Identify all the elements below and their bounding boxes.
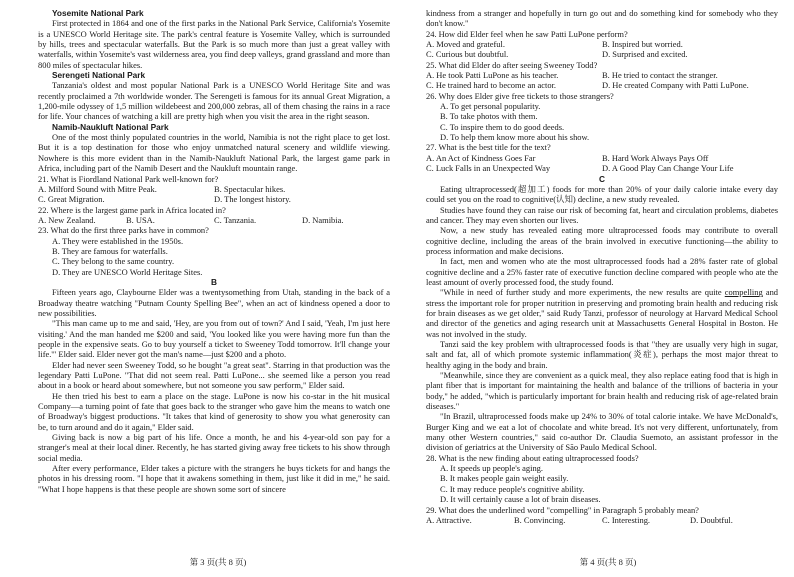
passage-b-paragraph-2: "This man came up to me and said, 'Hey, are you from out of town?' And I said, 'Yeah, I'm just here visiting.' And the man handed me $200 and said, 'You looked like you were having more fun than the people in the expensive seats. Go to buy yourself a ticket to Sweeney Todd tomorrow. It'll change your life.'" Elder said. Elder never got the man's name—just $200 and a photo.	[38, 318, 390, 360]
q24-option-b: B. Inspired but worried.	[602, 39, 683, 50]
q29-option-a: A. Attractive.	[426, 514, 472, 525]
q24-option-a: A. Moved and grateful.	[426, 39, 505, 50]
q26-option-d: D. To help them know more about his show.	[440, 132, 590, 143]
passage-c-paragraph-4: In fact, men and women who ate the most ultraprocessed foods had a 28% faster rate of global cognitive decline and a 25% faster rate of executive function decline compared with people who ate the least amount of overly processed food, the study found.	[426, 256, 778, 287]
q28-option-c: C. It may reduce people's cognitive ability.	[440, 483, 585, 494]
passage-b-paragraph-6-continued: kindness from a stranger and hopefully in turn go out and do something kind for somebody who they don't know."	[426, 8, 778, 29]
q28-option-d: D. It will certainly cause a lot of brain diseases.	[440, 494, 601, 505]
page-number-right: 第 4 页(共 8 页)	[579, 557, 637, 567]
q22-option-a: A. New Zealand.	[38, 214, 96, 225]
yosemite-heading: Yosemite National Park	[52, 8, 144, 18]
q28-option-a: A. It speeds up people's aging.	[440, 463, 543, 474]
section-c-heading: C	[599, 173, 605, 184]
serengeti-paragraph: Tanzania's oldest and most popular National Park is a UNESCO World Heritage Site and was recently proclaimed a 7th worldwide wonder. The Serengeti is famous for its annual Great Migration, a 1,200-mile odyssey of 1,5 million wildebeest and 200,000 zebras, all of them chasing the rains in a race for life. Your chances of watching a kill are pretty high when you visit the area in the right season.	[38, 80, 390, 122]
passage-b-paragraph-3: Elder had never seen Sweeney Todd, so he bought "a great seat". Starring in that production was the legendary Patti LuPone. "That did not seem real. Patti LuPone... she seemed like a person you read about in a book or heard about somewhere, but not someone you saw perform," Elder said.	[38, 359, 390, 391]
q27-option-c: C. Luck Falls in an Unexpected Way	[426, 163, 551, 174]
question-23: 23. What do the first three parks have in common?	[38, 225, 209, 236]
question-29: 29. What does the underlined word "compelling" in Paragraph 5 probably mean?	[426, 504, 699, 515]
q21-option-d: D. The longest history.	[214, 194, 291, 205]
q23-option-b: B. They are famous for waterfalls.	[52, 245, 168, 256]
question-26: 26. Why does Elder give free tickets to those strangers?	[426, 90, 614, 101]
question-22: 22. Where is the largest game park in Africa located in?	[38, 204, 226, 215]
q23-option-c: C. They belong to the same country.	[52, 256, 175, 267]
question-25-options-row2	[426, 80, 778, 90]
q29-option-c: C. Interesting.	[602, 514, 651, 525]
question-21: 21. What is Fiordland National Park well-known for?	[38, 173, 219, 184]
q25-option-d: D. He created Company with Patti LuPone.	[602, 80, 749, 91]
right-column	[426, 8, 778, 525]
passage-b-paragraph-4: He then tried his best to earn a place on the stage. LuPone is now his co-star in the hit musical Company—a turning point of fate that goes back to the stranger who gave him the means to watch one of Broadway's biggest productions. "It takes that kind of generosity to show you what generosity can be, to turn around and do it again," Elder said.	[38, 390, 390, 432]
section-b-heading: B	[211, 276, 217, 287]
q21-option-a: A. Milford Sound with Mitre Peak.	[38, 183, 157, 194]
question-25-options	[426, 70, 778, 80]
question-24-options-row2	[426, 49, 778, 59]
passage-c-paragraph-7: "Meanwhile, since they are convenient as a quick meal, they also replace eating food that is high in plant fiber that is important for maintaining the health and balance of the trillions of bacteria in your body," he added, "which is particularly important for brain health and reducing risk of age-related brain diseases."	[426, 370, 778, 412]
passage-b-paragraph-6: After every performance, Elder takes a picture with the strangers he buys tickets for and hangs the photos in his dressing room. "I hope that it awakens something in them, just like it did in me," he said. "What I hope happens is that these people are shown some sort of sincere	[38, 463, 390, 494]
underlined-word-compelling: compelling	[724, 287, 763, 298]
question-27: 27. What is the best title for the text?	[426, 142, 551, 153]
q29-option-d: D. Doubtful.	[690, 514, 733, 525]
question-27-options-row2	[426, 163, 778, 173]
q22-option-c: C. Tanzania.	[214, 214, 257, 225]
q26-option-b: B. To take photos with them.	[440, 111, 538, 122]
question-24: 24. How did Elder feel when he saw Patti LuPone perform?	[426, 28, 628, 39]
question-24-options	[426, 39, 778, 49]
q22-option-b: B. USA.	[126, 214, 155, 225]
namib-heading: Namib-Naukluft National Park	[52, 121, 169, 132]
q23-option-d: D. They are UNESCO World Heritage Sites.	[52, 266, 203, 277]
q24-option-d: D. Surprised and excited.	[602, 49, 688, 60]
question-21-options	[38, 184, 390, 194]
namib-paragraph: One of the most thinly populated countries in the world, Namibia is not the right place to get lost. But it is a top destination for those who enjoy unmatched natural scenery and wildlife viewing. Nowhere is this more evident than in the Namib-Naukluft National Park, the largest game park in Africa, including part of the Namib Desert and the Naukluft mountain range.	[38, 132, 390, 174]
left-column	[38, 8, 390, 494]
q25-option-c: C. He trained hard to become an actor.	[426, 80, 557, 91]
q27-option-b: B. Hard Work Always Pays Off	[602, 152, 709, 163]
question-21-options-row2	[38, 194, 390, 204]
q29-option-b: B. Convincing.	[514, 514, 566, 525]
q28-option-b: B. It makes people gain weight easily.	[440, 473, 569, 484]
passage-c-paragraph-5	[426, 287, 778, 339]
passage-c-paragraph-3: Now, a new study has revealed eating more ultraprocessed foods may contribute to overall cognitive decline, including the areas of the brain involved in executive functioning—the ability to process information and make decisions.	[426, 225, 778, 256]
page-number-left: 第 3 页(共 8 页)	[189, 557, 247, 567]
q26-option-c: C. To inspire them to do good deeds.	[440, 121, 565, 132]
q27-option-a: A. An Act of Kindness Goes Far	[426, 152, 536, 163]
q27-option-d: D. A Good Play Can Change Your Life	[602, 163, 734, 174]
serengeti-heading: Serengeti National Park	[52, 70, 146, 81]
question-29-options	[426, 515, 778, 525]
question-28: 28. What is the new finding about eating ultraprocessed foods?	[426, 452, 639, 463]
passage-c-p5-end: and stress the important role for proper nutrition in preserving and promoting brain health and reducing risk for brain diseases as we get older," said Rudy Tanzi, professor of neurology at Harvard Medical School and director of the genetics and aging research unit at Massachusetts General Hospital in Boston. He was not involved in the study.	[426, 287, 779, 339]
q25-option-b: B. He tried to contact the stranger.	[602, 70, 718, 81]
passage-b-paragraph-5: Giving back is now a big part of his life. Once a month, he and his 4-year-old son pay for a stranger's meal at their local diner. Recently, he has started giving away free tickets to his show through social media.	[38, 432, 390, 463]
yosemite-paragraph: First protected in 1864 and one of the first parks in the National Park Service, California's Yosemite is a UNESCO World Heritage site. The park's central feature is Yosemite Valley, which is surrounded by hills, trees and spectacular waterfalls. But the Park is so much more than just a great valley with waterfalls, within Yosemite's vast wilderness area, you find deep valleys, grand grassland and more than 800 miles of spectacular hikes.	[38, 18, 390, 70]
passage-c-p5-start: "While in need of further study and more experiments, the new results are quite	[440, 287, 725, 298]
q22-option-d: D. Namibia.	[302, 214, 344, 225]
passage-c-paragraph-6: Tanzi said the key problem with ultraprocessed foods is that "they are usually very high in sugar, salt and fat, all of which promote systemic inflammation(炎症), perhaps the most major threat to healthy aging in the body and brain.	[426, 339, 778, 370]
question-25: 25. What did Elder do after seeing Sweeney Todd?	[426, 59, 598, 70]
q24-option-c: C. Curious but doubtful.	[426, 49, 509, 60]
question-22-options	[38, 215, 390, 225]
passage-b-paragraph-1: Fifteen years ago, Claybourne Elder was a twentysomething from Utah, standing in the back of a Broadway theatre watching "Putnam County Spelling Bee", when an act of kindness opened a door to new possibilities.	[38, 287, 390, 318]
q26-option-a: A. To get personal popularity.	[440, 101, 541, 112]
passage-c-paragraph-2: Studies have found they can raise our risk of becoming fat, heart and circulation problems, diabetes and cancer. They may even shorten our lives.	[426, 204, 778, 225]
passage-c-paragraph-1: Eating ultraprocessed(超加工) foods for more than 20% of your daily calorie intake every day could set you on the road to cognitive(认知) decline, a new study revealed.	[426, 183, 778, 205]
q21-option-c: C. Great Migration.	[38, 194, 105, 205]
q23-option-a: A. They were established in the 1950s.	[52, 235, 184, 246]
passage-c-paragraph-8: "In Brazil, ultraprocessed foods make up 24% to 30% of total calorie intake. We have McDonald's, Burger King and we eat a lot of chocolate and white bread. It's not very different, unfortunately, from many other Western countries," said co-author Dr. Claudia Suemoto, an assistant professor in the division of geriatrics at the University of São Paulo Medical School.	[426, 411, 778, 453]
q21-option-b: B. Spectacular hikes.	[214, 183, 286, 194]
question-27-options	[426, 153, 778, 163]
q25-option-a: A. He took Patti LuPone as his teacher.	[426, 70, 559, 81]
